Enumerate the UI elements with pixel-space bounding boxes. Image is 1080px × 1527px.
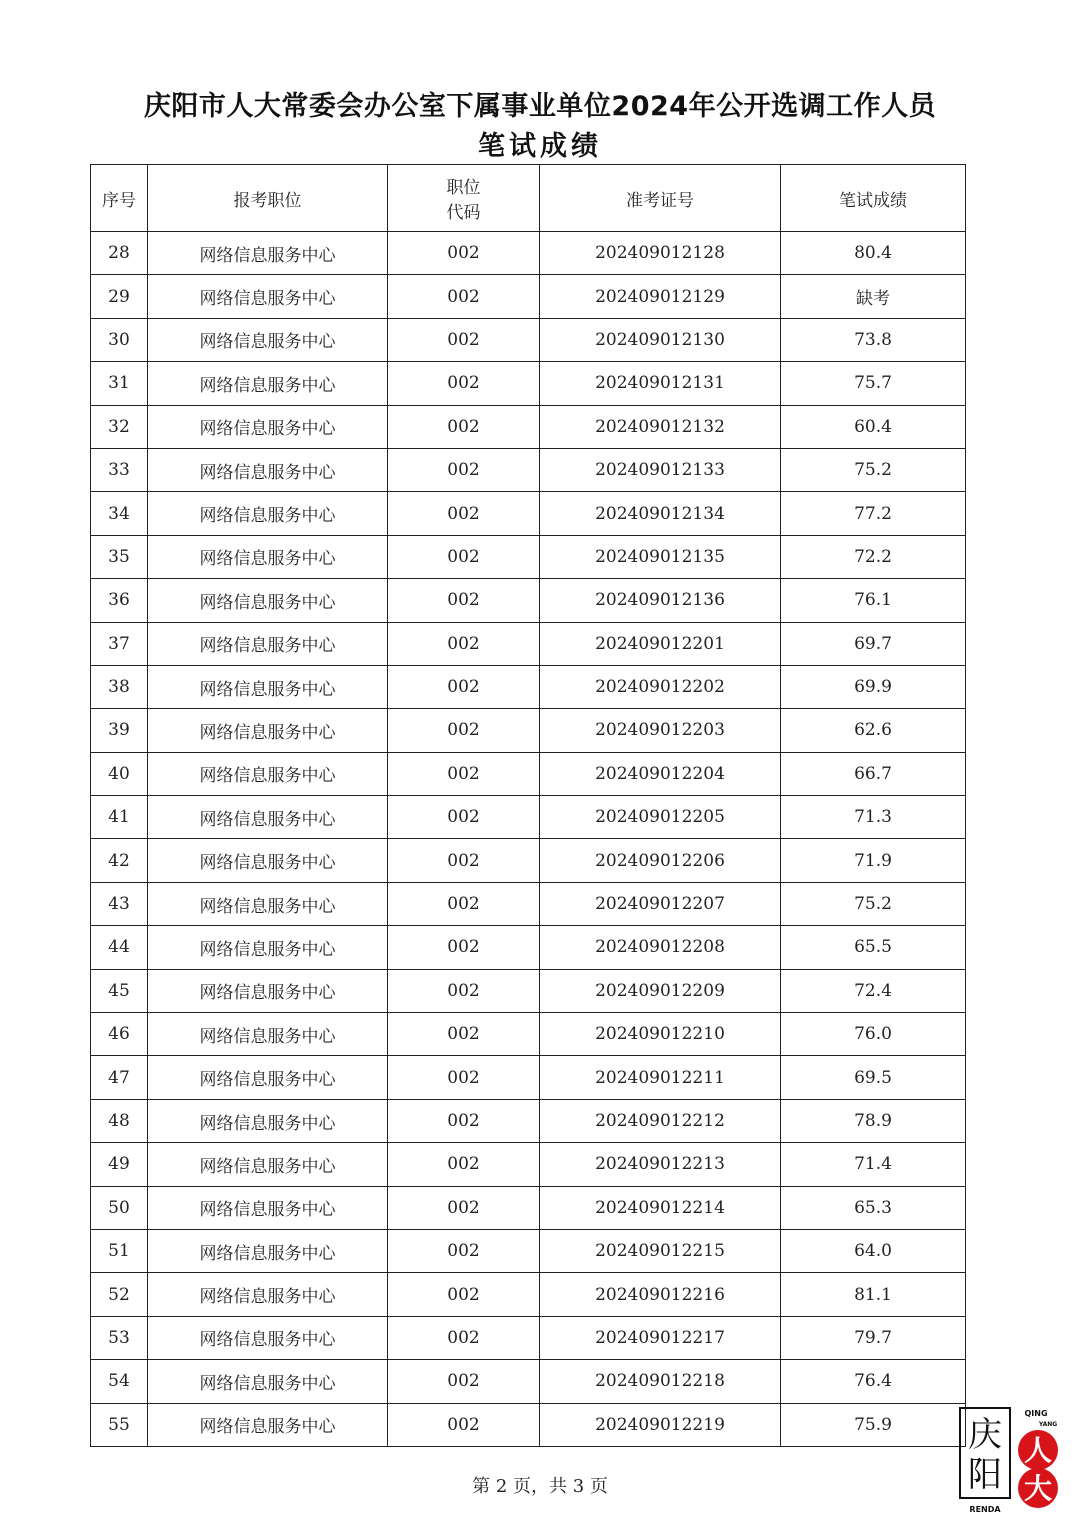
cell-position: 网络信息服务中心 [148, 709, 388, 752]
cell-position: 网络信息服务中心 [148, 405, 388, 448]
cell-position: 网络信息服务中心 [148, 232, 388, 275]
cell-ticket: 202409012211 [540, 1056, 781, 1099]
header-code [388, 165, 540, 232]
cell-seq: 39 [91, 709, 148, 752]
qingyang-renda-logo [958, 1402, 1068, 1522]
cell-seq: 32 [91, 405, 148, 448]
cell-seq: 42 [91, 839, 148, 882]
table-row [91, 318, 966, 361]
cell-code: 002 [388, 1229, 540, 1272]
cell-score: 72.4 [781, 969, 966, 1012]
cell-seq: 46 [91, 1013, 148, 1056]
table-row [91, 665, 966, 708]
cell-position: 网络信息服务中心 [148, 275, 388, 318]
table-row [91, 796, 966, 839]
table-row [91, 1099, 966, 1142]
cell-score: 72.2 [781, 535, 966, 578]
cell-seq: 50 [91, 1186, 148, 1229]
cell-position: 网络信息服务中心 [148, 752, 388, 795]
cell-position: 网络信息服务中心 [148, 1143, 388, 1186]
cell-seq: 35 [91, 535, 148, 578]
cell-ticket: 202409012207 [540, 882, 781, 925]
cell-code: 002 [388, 405, 540, 448]
cell-code: 002 [388, 665, 540, 708]
cell-position: 网络信息服务中心 [148, 882, 388, 925]
cell-seq: 33 [91, 448, 148, 491]
cell-code: 002 [388, 969, 540, 1012]
table-row [91, 882, 966, 925]
cell-score: 76.1 [781, 579, 966, 622]
cell-seq: 44 [91, 926, 148, 969]
cell-code: 002 [388, 796, 540, 839]
document-subtitle: 笔试成绩 [478, 131, 602, 162]
cell-ticket: 202409012206 [540, 839, 781, 882]
cell-ticket: 202409012128 [540, 232, 781, 275]
cell-ticket: 202409012136 [540, 579, 781, 622]
cell-code: 002 [388, 1316, 540, 1359]
cell-ticket: 202409012204 [540, 752, 781, 795]
cell-seq: 37 [91, 622, 148, 665]
cell-score: 75.9 [781, 1403, 966, 1446]
cell-ticket: 202409012132 [540, 405, 781, 448]
cell-score: 69.5 [781, 1056, 966, 1099]
table-row [91, 1403, 966, 1446]
cell-position: 网络信息服务中心 [148, 622, 388, 665]
cell-seq: 41 [91, 796, 148, 839]
cell-ticket: 202409012215 [540, 1229, 781, 1272]
cell-seq: 36 [91, 579, 148, 622]
cell-position: 网络信息服务中心 [148, 839, 388, 882]
cell-position: 网络信息服务中心 [148, 1316, 388, 1359]
cell-seq: 48 [91, 1099, 148, 1142]
table-row [91, 752, 966, 795]
table-row [91, 492, 966, 535]
table-row [91, 448, 966, 491]
table-row [91, 1316, 966, 1359]
cell-seq: 30 [91, 318, 148, 361]
table-row [91, 1360, 966, 1403]
cell-score: 77.2 [781, 492, 966, 535]
cell-seq: 49 [91, 1143, 148, 1186]
cell-code: 002 [388, 1403, 540, 1446]
cell-score: 62.6 [781, 709, 966, 752]
cell-score: 缺考 [781, 275, 966, 318]
cell-score: 78.9 [781, 1099, 966, 1142]
cell-position: 网络信息服务中心 [148, 579, 388, 622]
logo-pinyin-qing: QING [1024, 1409, 1048, 1418]
table-row [91, 969, 966, 1012]
cell-ticket: 202409012133 [540, 448, 781, 491]
table-row [91, 275, 966, 318]
header-code-line2: 代码 [446, 203, 481, 223]
table-row [91, 709, 966, 752]
cell-ticket: 202409012202 [540, 665, 781, 708]
cell-position: 网络信息服务中心 [148, 1360, 388, 1403]
cell-score: 76.0 [781, 1013, 966, 1056]
cell-ticket: 202409012130 [540, 318, 781, 361]
cell-score: 71.3 [781, 796, 966, 839]
cell-code: 002 [388, 926, 540, 969]
cell-score: 75.2 [781, 882, 966, 925]
cell-score: 80.4 [781, 232, 966, 275]
cell-position: 网络信息服务中心 [148, 1186, 388, 1229]
cell-ticket: 202409012212 [540, 1099, 781, 1142]
cell-score: 71.4 [781, 1143, 966, 1186]
cell-code: 002 [388, 1056, 540, 1099]
cell-score: 65.5 [781, 926, 966, 969]
cell-code: 002 [388, 579, 540, 622]
table-body [91, 232, 966, 1447]
cell-ticket: 202409012129 [540, 275, 781, 318]
header-seq: 序号 [91, 165, 148, 232]
cell-position: 网络信息服务中心 [148, 535, 388, 578]
cell-code: 002 [388, 318, 540, 361]
cell-position: 网络信息服务中心 [148, 665, 388, 708]
cell-code: 002 [388, 448, 540, 491]
cell-score: 79.7 [781, 1316, 966, 1359]
cell-position: 网络信息服务中心 [148, 448, 388, 491]
cell-position: 网络信息服务中心 [148, 796, 388, 839]
cell-seq: 34 [91, 492, 148, 535]
logo-pinyin-yang: YANG [1038, 1421, 1058, 1428]
logo-char-qing: 庆 [968, 1415, 1002, 1455]
cell-score: 81.1 [781, 1273, 966, 1316]
cell-position: 网络信息服务中心 [148, 492, 388, 535]
page-footer: 第 2 页，共 3 页 [472, 1476, 608, 1497]
cell-seq: 40 [91, 752, 148, 795]
cell-position: 网络信息服务中心 [148, 318, 388, 361]
document-title: 庆阳市人大常委会办公室下属事业单位2024年公开选调工作人员 [143, 91, 937, 122]
cell-score: 64.0 [781, 1229, 966, 1272]
cell-ticket: 202409012213 [540, 1143, 781, 1186]
cell-code: 002 [388, 622, 540, 665]
cell-ticket: 202409012203 [540, 709, 781, 752]
cell-score: 60.4 [781, 405, 966, 448]
cell-seq: 51 [91, 1229, 148, 1272]
cell-code: 002 [388, 1013, 540, 1056]
cell-seq: 31 [91, 362, 148, 405]
cell-score: 75.7 [781, 362, 966, 405]
table-row [91, 232, 966, 275]
table-row [91, 362, 966, 405]
cell-code: 002 [388, 535, 540, 578]
cell-score: 69.7 [781, 622, 966, 665]
cell-ticket: 202409012218 [540, 1360, 781, 1403]
table-row [91, 1273, 966, 1316]
logo-graphic [958, 1402, 1068, 1522]
cell-position: 网络信息服务中心 [148, 1229, 388, 1272]
table-row [91, 1056, 966, 1099]
cell-ticket: 202409012209 [540, 969, 781, 1012]
table-header-row [91, 165, 966, 232]
cell-ticket: 202409012214 [540, 1186, 781, 1229]
cell-score: 69.9 [781, 665, 966, 708]
cell-ticket: 202409012217 [540, 1316, 781, 1359]
cell-code: 002 [388, 752, 540, 795]
cell-ticket: 202409012210 [540, 1013, 781, 1056]
table-row [91, 622, 966, 665]
cell-score: 71.9 [781, 839, 966, 882]
cell-score: 76.4 [781, 1360, 966, 1403]
cell-position: 网络信息服务中心 [148, 1013, 388, 1056]
table-row [91, 1143, 966, 1186]
header-position: 报考职位 [148, 165, 388, 232]
cell-code: 002 [388, 1143, 540, 1186]
table-row [91, 926, 966, 969]
table-row [91, 1229, 966, 1272]
table-row [91, 535, 966, 578]
table-row [91, 405, 966, 448]
header-score: 笔试成绩 [781, 165, 966, 232]
cell-seq: 45 [91, 969, 148, 1012]
logo-char-ren: 人 [1023, 1434, 1053, 1467]
cell-code: 002 [388, 882, 540, 925]
cell-score: 66.7 [781, 752, 966, 795]
logo-char-yang: 阳 [968, 1455, 1002, 1495]
cell-code: 002 [388, 362, 540, 405]
table-row [91, 1013, 966, 1056]
cell-code: 002 [388, 492, 540, 535]
cell-code: 002 [388, 839, 540, 882]
cell-ticket: 202409012201 [540, 622, 781, 665]
cell-seq: 54 [91, 1360, 148, 1403]
cell-position: 网络信息服务中心 [148, 362, 388, 405]
cell-position: 网络信息服务中心 [148, 1056, 388, 1099]
table-row [91, 579, 966, 622]
cell-code: 002 [388, 232, 540, 275]
cell-code: 002 [388, 275, 540, 318]
table-row [91, 839, 966, 882]
cell-seq: 47 [91, 1056, 148, 1099]
cell-score: 73.8 [781, 318, 966, 361]
cell-ticket: 202409012134 [540, 492, 781, 535]
header-code-line1: 职位 [446, 178, 481, 198]
cell-position: 网络信息服务中心 [148, 969, 388, 1012]
cell-seq: 29 [91, 275, 148, 318]
cell-code: 002 [388, 1186, 540, 1229]
cell-ticket: 202409012135 [540, 535, 781, 578]
cell-code: 002 [388, 709, 540, 752]
logo-pinyin-renda: RENDA [969, 1505, 1001, 1514]
cell-seq: 38 [91, 665, 148, 708]
cell-code: 002 [388, 1360, 540, 1403]
cell-seq: 43 [91, 882, 148, 925]
cell-seq: 55 [91, 1403, 148, 1446]
cell-score: 65.3 [781, 1186, 966, 1229]
cell-ticket: 202409012205 [540, 796, 781, 839]
cell-ticket: 202409012219 [540, 1403, 781, 1446]
cell-position: 网络信息服务中心 [148, 1403, 388, 1446]
cell-position: 网络信息服务中心 [148, 926, 388, 969]
cell-seq: 28 [91, 232, 148, 275]
cell-position: 网络信息服务中心 [148, 1273, 388, 1316]
logo-char-da: 大 [1023, 1472, 1053, 1505]
cell-ticket: 202409012208 [540, 926, 781, 969]
cell-seq: 53 [91, 1316, 148, 1359]
cell-score: 75.2 [781, 448, 966, 491]
cell-code: 002 [388, 1099, 540, 1142]
scores-table [90, 164, 966, 1447]
table-row [91, 1186, 966, 1229]
cell-ticket: 202409012216 [540, 1273, 781, 1316]
cell-position: 网络信息服务中心 [148, 1099, 388, 1142]
cell-seq: 52 [91, 1273, 148, 1316]
cell-code: 002 [388, 1273, 540, 1316]
header-ticket: 准考证号 [540, 165, 781, 232]
cell-ticket: 202409012131 [540, 362, 781, 405]
